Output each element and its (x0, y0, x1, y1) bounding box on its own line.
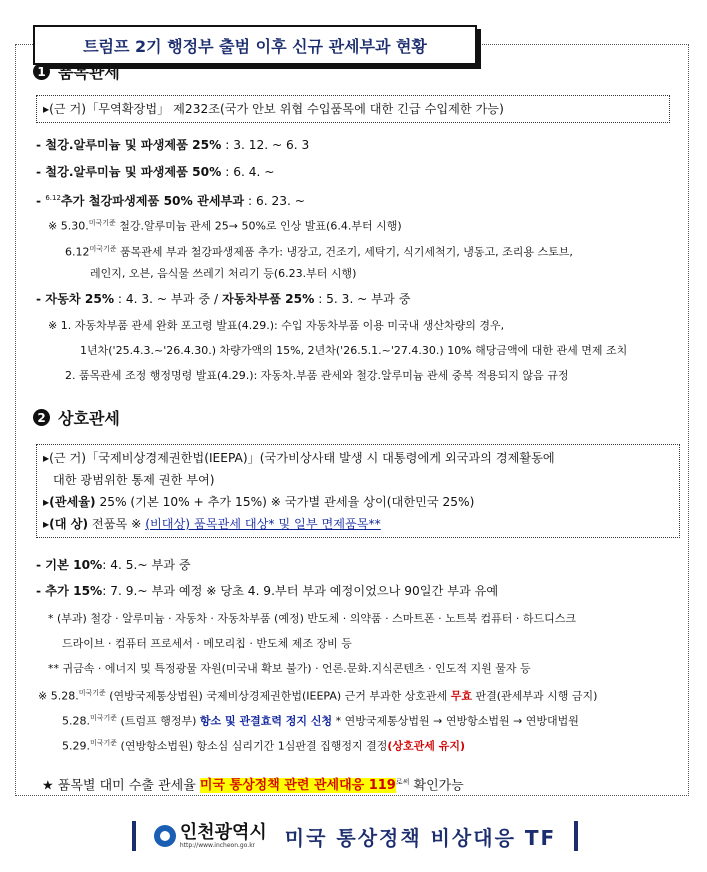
section-2-heading (33, 406, 120, 429)
reciprocal-line-2: - 추가 15%: 7. 9.~ 부과 예정 ※ 당초 4. 9.부터 부과 예정이었으나 90일간 부과 유예 (36, 584, 499, 598)
tariff-line-1: - 철강.알루미늄 및 파생제품 25% : 3. 12. ~ 6. 3 (36, 138, 310, 152)
auto-note-3: 2. 품목관세 조정 행정명령 발표(4.29.): 자동차.부품 관세와 철강.알루미늄 관세 중복 적용되지 않음 규정 (65, 369, 569, 382)
footnote-1-cont: 드라이브 · 컴퓨터 프로세서 · 메모리칩 · 반도체 제조 장비 등 (62, 637, 352, 650)
section-2-title: 상호관세 (58, 409, 120, 428)
court-note-2: 5.28.$^{미국기준}$ (트럼프 행정부) 항소 및 관결효력 정지 신청 * 연방국제통상법원 → 연방항소법원 → 연방대법원 (62, 714, 579, 728)
footnote-1: * (부과) 철강 · 알루미늄 · 자동차 · 자동차부품 (예정) 반도체 · 의약품 · 스마트폰 · 노트북 컴퓨터 · 하드디스크 (48, 612, 576, 625)
note-line-3: 레인지, 오븐, 음식물 쓰레기 처리기 등(6.23.부터 시행) (90, 267, 357, 280)
note-line-2: $6.12^{미국기준}$ 품목관세 부과 철강파생제품 추가: 냉장고, 건조기, 세탁기, 식기세척기, 냉동고, 조리용 스토브, (65, 245, 573, 259)
task-force-name: 미국 통상정책 비상대응 TF (284, 825, 557, 850)
reciprocal-line-1: - 기본 10%: 4. 5.~ 부과 중 (36, 558, 191, 572)
basis-box-1: ▸(근 거)「무역확장법」 제232조(국가 안보 위협 수입품목에 대한 긴급 수입제한 가능) (36, 95, 670, 123)
auto-note-1: ※ 1. 자동차부품 관세 완화 포고령 발표(4.29.): 수입 자동차부품 이용 미국내 생산차량의 경우, (48, 319, 505, 332)
tariff-lookup-note: ★ 품목별 대미 수출 관세율 미국 통상정책 관련 관세대응 $119^{로써}$ 확인가능 (42, 778, 464, 794)
tariff-line-2: - 철강.알루미늄 및 파생제품 50% : 6. 4. ~ (36, 165, 275, 179)
court-note-1: ※ 5.28.$^{미국기준}$ (연방국제통상법원) 국제비상경제권한법(IEEPA) 근거 부과한 상호관세 무효 판결(관세부과 시행 금지) (38, 689, 598, 703)
footer-bar-left (132, 821, 136, 851)
footer (115, 818, 595, 854)
number-badge-1: 1 (33, 63, 50, 80)
number-badge-2: 2 (33, 409, 50, 426)
court-note-3: 5.29.$^{미국기준}$ (연방항소법원) 항소심 심리기간 1심판결 집행정지 결정(상호관세 유지) (62, 739, 466, 753)
section-1-heading (33, 60, 120, 83)
auto-note-2: 1년차('25.4.3.~'26.4.30.) 차량가액의 15%, 2년차('26.5.1.~'27.4.30.) 10% 해당금액에 대한 관세 면제 조치 (80, 344, 628, 357)
page-title: 트럼프 2기 행정부 출범 이후 신규 관세부과 현황 (33, 25, 477, 65)
incheon-logo (154, 821, 267, 849)
footnote-2: ** 귀금속 · 에너지 및 특정광물 자원(미국내 확보 불가) · 언론.문화.지식콘텐츠 · 인도적 지원 물자 등 (48, 662, 531, 675)
tariff-line-4: - 자동차 25% : 4. 3. ~ 부과 중 / 자동차부품 25% : 5. 3. ~ 부과 중 (36, 292, 411, 306)
basis-box-2: ▸(근 거)「국제비상경제권한법(IEEPA)」(국가비상사태 발생 시 대통령에게 외국과의 경제활동에 대한 광범위한 통제 권한 부여) ▸(관세율) 25% (기본 10% + 추가 15%) ※ 국가별 관세율 상이(대한민국 25%) ▸(대 상) 전품목 ※ (비대상) 품목관세 대상* 및 일부 면제품목** (36, 444, 680, 538)
footer-bar-right (574, 821, 578, 851)
tariff-line-3: - $^{6.12}$추가 철강파생제품 50% 관세부과 : 6. 23. ~ (36, 194, 305, 209)
incheon-logo-icon (154, 825, 176, 847)
note-line-1: ※ 5.30.$^{미국기준}$ 철강.알루미늄 관세 25→ 50%로 인상 발표(6.4.부터 시행) (48, 219, 402, 233)
section-1-title: 품목관세 (58, 63, 120, 82)
org-url: http://www.incheon.go.kr (179, 841, 256, 849)
org-name: 인천광역시 (179, 821, 267, 843)
